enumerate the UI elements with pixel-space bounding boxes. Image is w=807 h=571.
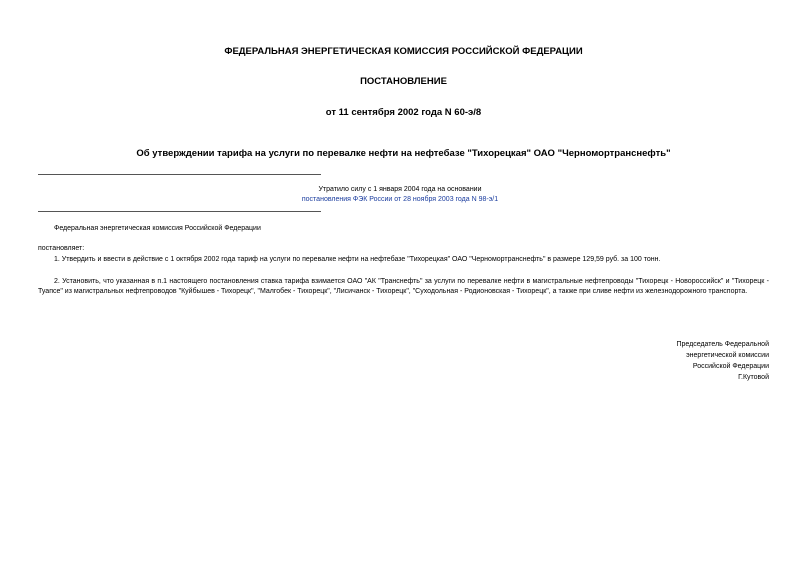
signature-line-2: энергетической комиссии xyxy=(686,352,769,359)
decides-text: постановляет: xyxy=(38,245,85,252)
signature-line-3: Российской Федерации xyxy=(692,363,769,370)
document-date-number: от 11 сентября 2002 года N 60-э/8 xyxy=(325,107,482,118)
document-type-heading: ПОСТАНОВЛЕНИЕ xyxy=(360,76,447,87)
paragraph-item-1: 1. Утвердить и ввести в действие с 1 октября 2002 года тариф на услуги по перевалке нефти на нефтебазе "Тихорецкая" ОАО "Черномортранснефть" в размере 129,59 руб. за 100 тонн. xyxy=(54,256,661,263)
signature-block xyxy=(676,339,769,383)
repeal-notice-text: Утратило силу с 1 января 2004 года на основании xyxy=(318,186,482,193)
signature-name: Г.Кутовой xyxy=(738,374,769,381)
signature-line-1: Председатель Федеральной xyxy=(676,341,769,348)
repeal-notice-link[interactable]: постановления ФЭК России от 28 ноября 2003 года N 98-э/1 xyxy=(301,196,499,203)
notice-bottom-divider xyxy=(38,211,321,212)
organization-heading: ФЕДЕРАЛЬНАЯ ЭНЕРГЕТИЧЕСКАЯ КОМИССИЯ РОССИЙСКОЙ ФЕДЕРАЦИИ xyxy=(224,46,583,57)
notice-top-divider xyxy=(38,174,321,175)
issuer-text: Федеральная энергетическая комиссия Российской Федерации xyxy=(54,225,261,232)
document-title: Об утверждении тарифа на услуги по перевалке нефти на нефтебазе "Тихорецкая" ОАО "Черномортранснефть" xyxy=(136,148,671,159)
paragraph-item-2: 2. Установить, что указанная в п.1 настоящего постановления ставка тарифа взимается ОАО "АК "Транснефть" за услуги по перевалке нефти в магистральные нефтепроводы "Тихорецк - Новороссийск" и "Тихорецк - Туапсе" из магистральных нефтепроводов "Куйбышев - Тихорецк", "Малгобек - Тихорецк", "Лисичанск - Тихорецк", "Суходольная - Родионовская - Тихорецк", а также при сливе нефти из железнодорожного транспорта. xyxy=(38,278,769,295)
